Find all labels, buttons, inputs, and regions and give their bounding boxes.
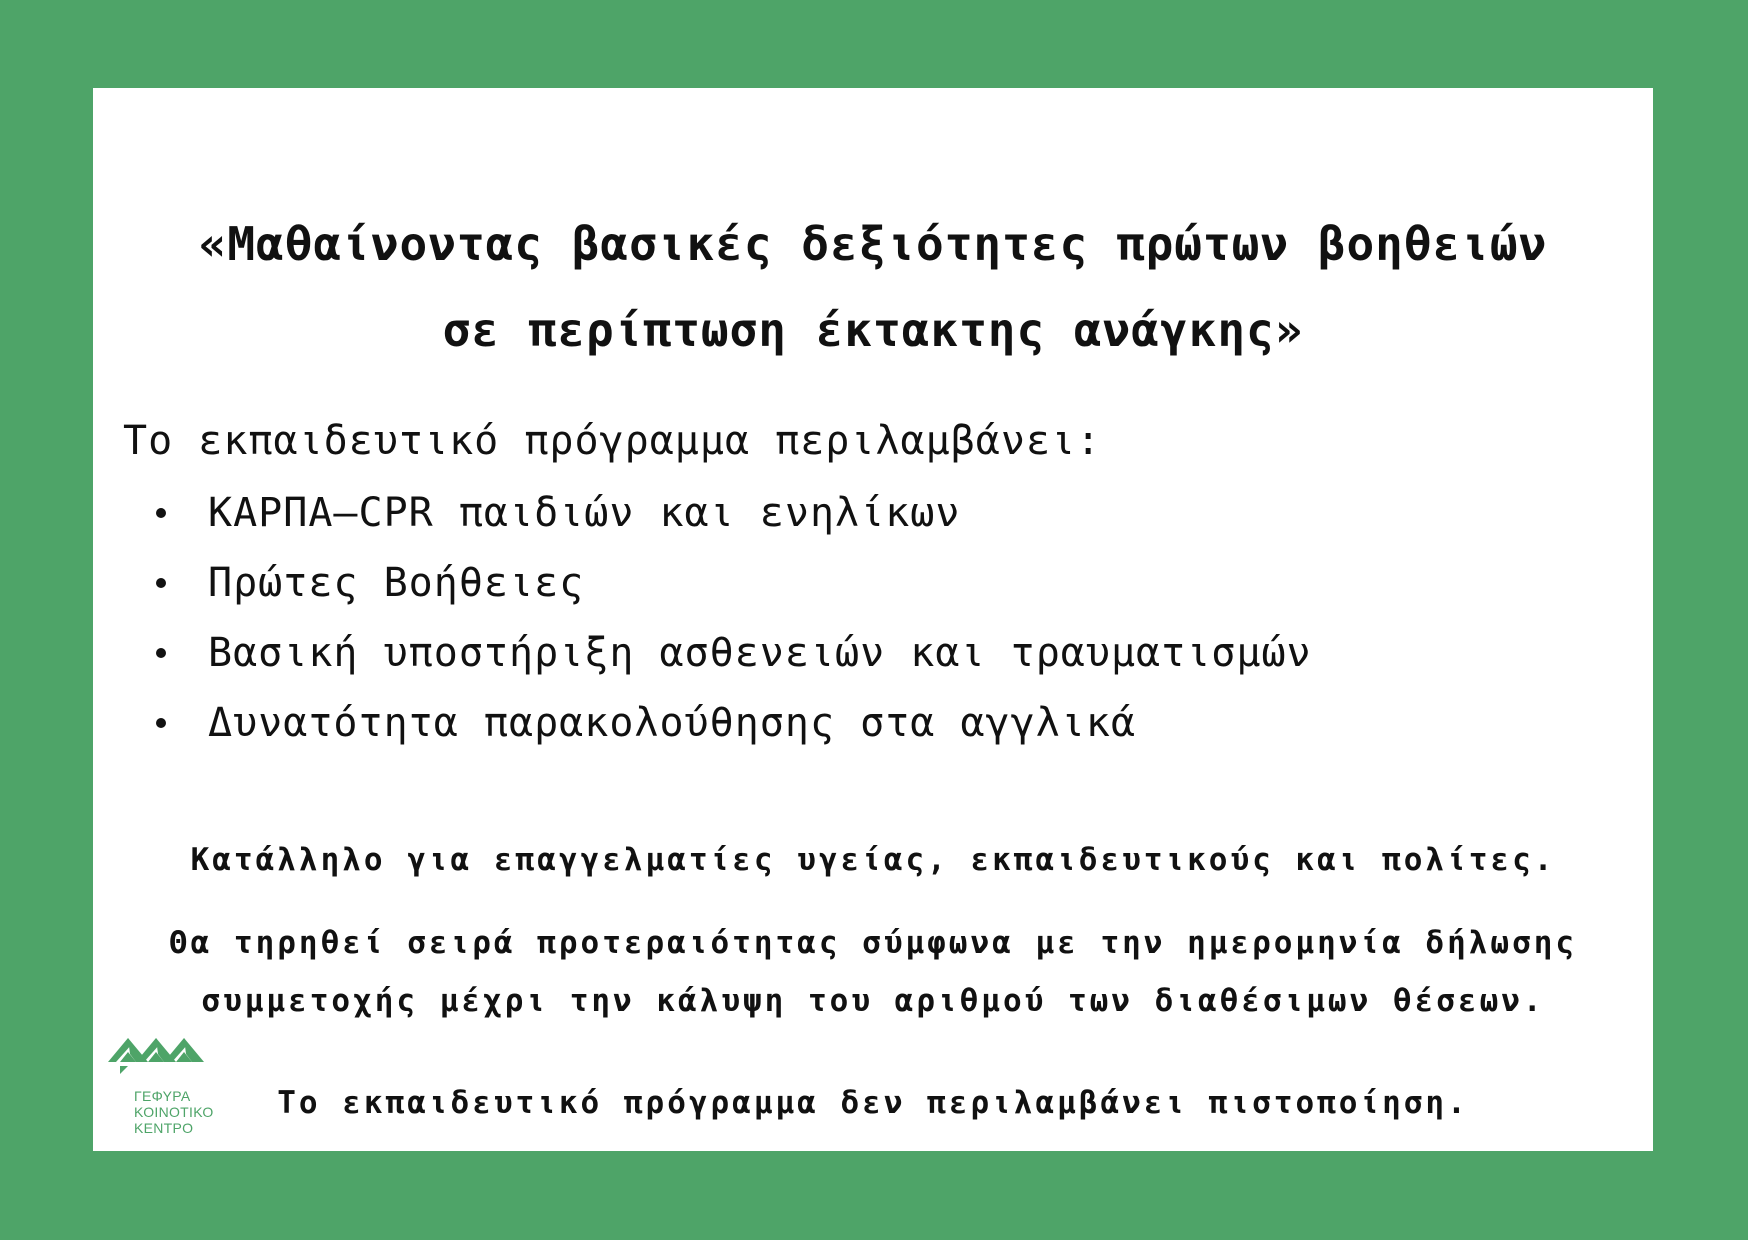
bridge-mark-icon xyxy=(106,1028,206,1088)
program-list xyxy=(123,483,1312,763)
list-item xyxy=(123,623,1312,693)
logo-line-3: ΚΕΝΤΡΟ xyxy=(134,1120,194,1136)
bullet-icon xyxy=(156,648,166,658)
priority-note xyxy=(93,914,1653,1030)
bullet-icon xyxy=(156,578,166,588)
community-center-logo xyxy=(106,1028,226,1136)
list-item xyxy=(123,483,1312,553)
page-title xyxy=(93,201,1653,373)
logo-line-1: ΓΕΦΥΡΑ xyxy=(134,1088,191,1104)
priority-note-line-1: Θα τηρηθεί σειρά προτεραιότητας σύμφωνα με την ημερομηνία δήλωσης xyxy=(168,925,1578,961)
title-line-2: σε περίπτωση έκτακτης ανάγκης» xyxy=(442,303,1304,357)
certification-note: Το εκπαιδευτικό πρόγραμμα δεν περιλαμβάνει πιστοποίηση. xyxy=(277,1085,1469,1121)
bullet-icon xyxy=(156,508,166,518)
list-item-text: Δυνατότητα παρακολούθησης στα αγγλικά xyxy=(208,700,1137,746)
logo-line-2: ΚΟΙΝΟΤΙΚΟ xyxy=(134,1104,214,1120)
list-item xyxy=(123,553,1312,623)
suitability-note: Κατάλληλο για επαγγελματίες υγείας, εκπαιδευτικούς και πολίτες. xyxy=(190,842,1556,878)
priority-note-line-2: συμμετοχής μέχρι την κάλυψη του αριθμού των διαθέσιμων θέσεων. xyxy=(201,983,1545,1019)
list-item-text: Βασική υποστήριξη ασθενειών και τραυματισμών xyxy=(208,630,1312,676)
list-item xyxy=(123,693,1312,763)
list-item-text: ΚΑΡΠΑ–CPR παιδιών και ενηλίκων xyxy=(208,490,961,536)
logo-text xyxy=(134,1088,214,1136)
bullet-icon xyxy=(156,718,166,728)
title-line-1: «Μαθαίνοντας βασικές δεξιότητες πρώτων βοηθειών xyxy=(198,217,1548,271)
content-card xyxy=(93,88,1653,1151)
program-intro: Το εκπαιδευτικό πρόγραμμα περιλαμβάνει: xyxy=(123,418,1102,464)
list-item-text: Πρώτες Βοήθειες xyxy=(208,560,585,606)
